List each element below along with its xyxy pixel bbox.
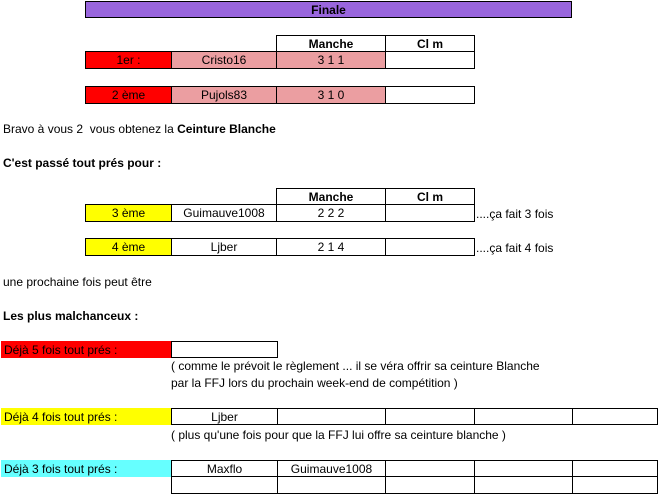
unlucky-four-note: ( plus qu'une fois pour que la FFJ lui offre sa ceinture blanche ) bbox=[171, 428, 506, 442]
unlucky-four-label: Déjà 4 fois tout prés : bbox=[1, 408, 172, 425]
empty-cell bbox=[572, 460, 658, 477]
table1-header-manche: Manche bbox=[276, 35, 386, 52]
unlucky-five-label: Déjà 5 fois tout prés : bbox=[1, 341, 172, 358]
clm-cell bbox=[385, 238, 475, 256]
name-cell: Guimauve1008 bbox=[171, 204, 277, 222]
empty-cell bbox=[474, 408, 573, 425]
count-note: ....ça fait 3 fois bbox=[476, 207, 554, 221]
place-cell: 1er : bbox=[85, 51, 172, 69]
empty-cell bbox=[385, 460, 475, 477]
bravo-highlight: Ceinture Blanche bbox=[177, 122, 276, 136]
bravo-text bbox=[3, 122, 276, 136]
manche-cell: 2 2 2 bbox=[276, 204, 386, 222]
table2-header-clm: Cl m bbox=[385, 188, 475, 205]
finale-title-text: Finale bbox=[311, 2, 346, 17]
manche-cell: 3 1 0 bbox=[276, 86, 386, 104]
finale-title bbox=[85, 1, 572, 18]
empty-cell bbox=[277, 408, 386, 425]
empty-cell bbox=[474, 460, 573, 477]
clm-cell bbox=[385, 51, 475, 69]
unlucky-five-note-line2: par la FFJ lors du prochain week-end de compétition ) bbox=[171, 376, 458, 390]
manche-cell: 3 1 1 bbox=[276, 51, 386, 69]
place-cell: 4 ème bbox=[85, 238, 172, 256]
unlucky-five-name-cell bbox=[171, 341, 278, 358]
empty-cell bbox=[474, 476, 573, 494]
next-time-text: une prochaine fois peut être bbox=[3, 275, 152, 289]
unlucky-three-label: Déjà 3 fois tout prés : bbox=[1, 460, 172, 477]
table2-header-manche: Manche bbox=[276, 188, 386, 205]
place-cell: 2 ème bbox=[85, 86, 172, 104]
empty-cell bbox=[171, 476, 278, 494]
empty-cell bbox=[385, 408, 475, 425]
name-cell: Guimauve1008 bbox=[277, 460, 386, 477]
unlucky-five-note-line1: ( comme le prévoit le règlement ... il se véra offrir sa ceinture Blanche bbox=[171, 359, 540, 373]
close-heading: C'est passé tout prés pour : bbox=[3, 156, 162, 170]
name-cell: Ljber bbox=[171, 238, 277, 256]
clm-cell bbox=[385, 204, 475, 222]
count-note: ....ça fait 4 fois bbox=[476, 241, 554, 255]
bravo-prefix: Bravo à vous 2 vous obtenez la bbox=[3, 122, 178, 136]
name-cell: Maxflo bbox=[171, 460, 278, 477]
name-cell: Cristo16 bbox=[171, 51, 277, 69]
place-cell: 3 ème bbox=[85, 204, 172, 222]
name-cell: Pujols83 bbox=[171, 86, 277, 104]
empty-cell bbox=[277, 476, 386, 494]
empty-cell bbox=[572, 476, 658, 494]
empty-cell bbox=[572, 408, 658, 425]
empty-cell bbox=[385, 476, 475, 494]
clm-cell bbox=[385, 86, 475, 104]
manche-cell: 2 1 4 bbox=[276, 238, 386, 256]
table1-header-clm: Cl m bbox=[385, 35, 475, 52]
name-cell: Ljber bbox=[171, 408, 278, 425]
unlucky-heading: Les plus malchanceux : bbox=[3, 309, 139, 323]
